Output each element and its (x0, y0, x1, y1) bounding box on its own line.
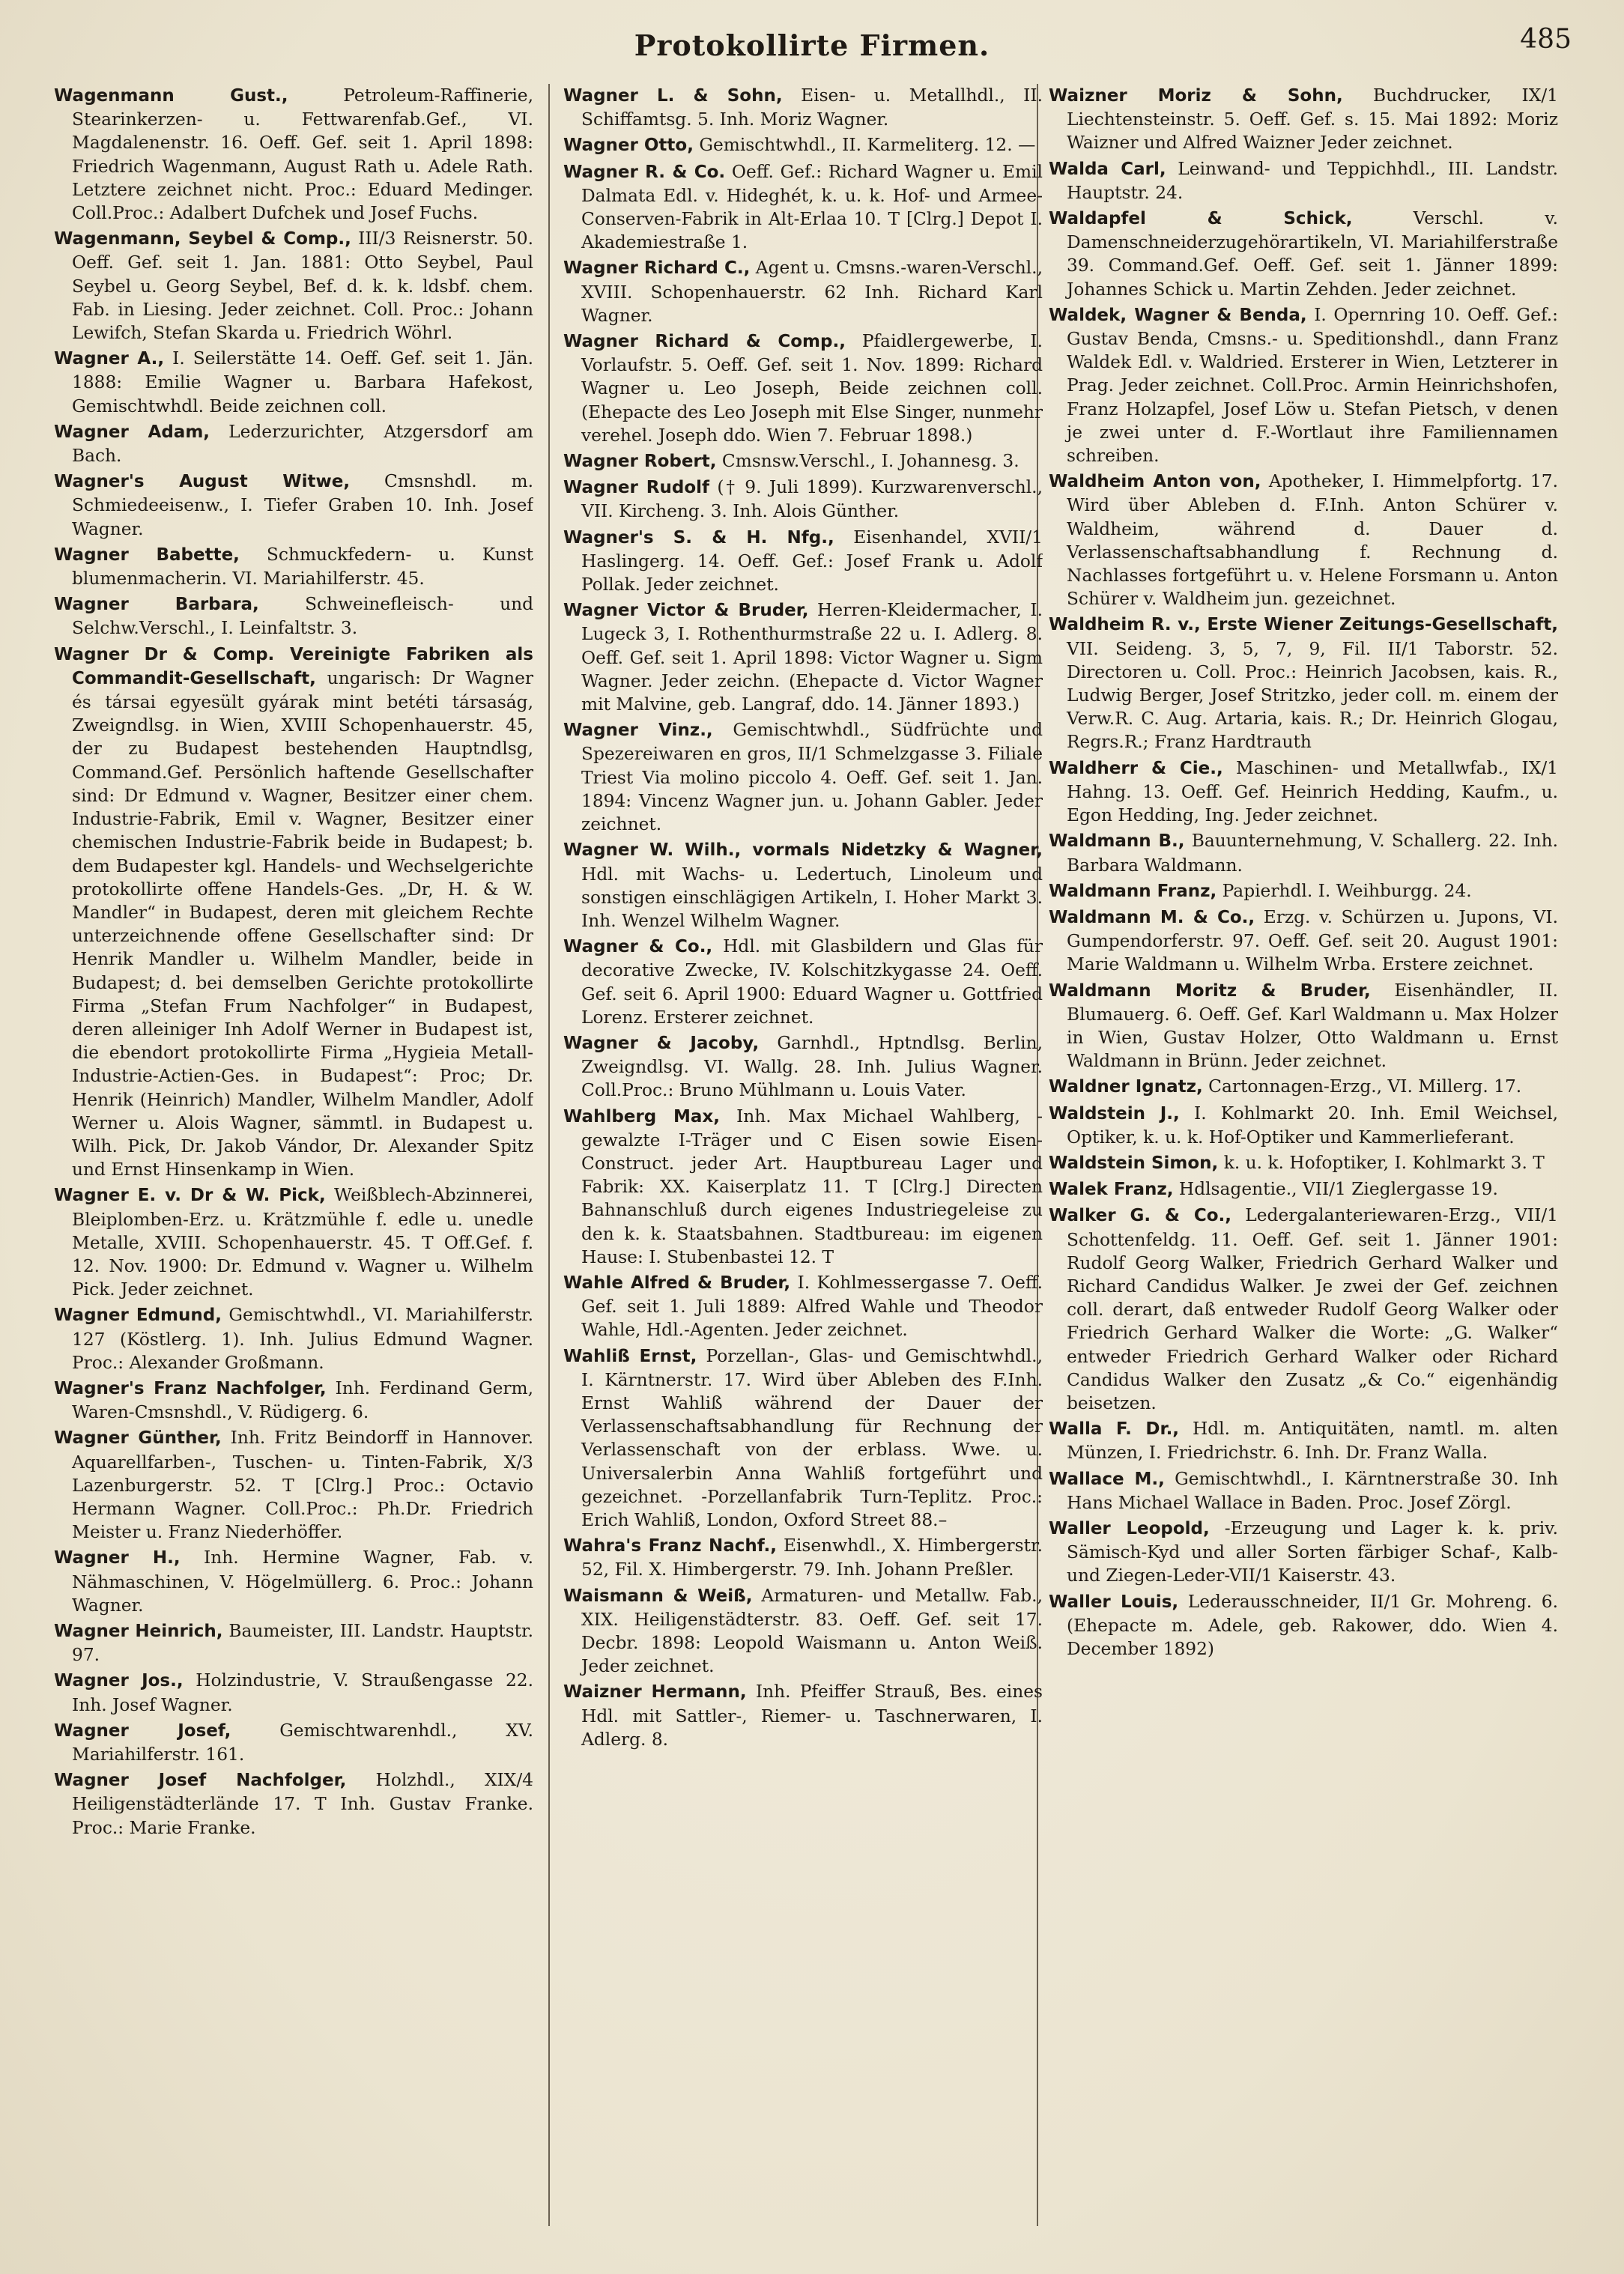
entry-details: Holzhdl., XIX/4 Heiligenstädterlände 17. T Inh. Gustav Franke. Proc.: Marie Franke. (72, 1770, 533, 1838)
firm-name: Waldherr & Cie., (1049, 758, 1223, 778)
entry-details: Hdlsagentie., VII/1 Zieglergasse 19. (1173, 1179, 1498, 1200)
entry-details: Petroleum-Raffinerie, Stearinkerzen- u. Fettwarenfab.Gef., VI. Magdalenenstr. 16. Oeff. Gef. seit 1. April 1898: Friedrich Wagenmann, August Rath u. Adele Rath. Letztere zeichnet nicht. Proc.: Eduard Medinger. Coll.Proc.: Adalbert Dufchek und Josef Fuchs. (72, 85, 533, 224)
firm-name: Waller Louis, (1049, 1592, 1179, 1612)
directory-entry (1049, 157, 1558, 204)
entry-details: Eisenwhdl., X. Himbergerstr. 52, Fil. X. Himbergerstr. 79. Inh. Johann Preßler. (581, 1535, 1043, 1580)
directory-entry (563, 1680, 1043, 1751)
directory-entry (1049, 829, 1558, 876)
firm-name: Waldmann Moritz & Bruder, (1049, 980, 1371, 1001)
directory-entry (54, 1377, 533, 1424)
firm-name: Walek Franz, (1049, 1180, 1174, 1200)
directory-entry (563, 1105, 1043, 1269)
directory-entry (54, 543, 533, 590)
directory-entry (563, 598, 1043, 716)
entry-details: k. u. k. Hofoptiker, I. Kohlmarkt 3. T (1218, 1152, 1545, 1173)
directory-entry (563, 256, 1043, 327)
firm-name: Wagner Josef Nachfolger, (54, 1771, 347, 1791)
entry-details: Gemischtwhdl., VI. Mariahilferstr. 127 (Köstlerg. 1). Inh. Julius Edmund Wagner. Proc.: Alexander Großmann. (72, 1305, 533, 1373)
directory-entry (1049, 613, 1558, 754)
firm-name: Wagner Babette, (54, 545, 240, 565)
directory-entry (54, 1546, 533, 1617)
entry-details: -Erzeugung und Lager k. k. priv. Sämisch-Kyd und aller Sorten färbiger Schaf-, Kalb- und Ziegen-Leder-VII/1 Kaiserstr. 43. (1067, 1517, 1558, 1586)
entry-details: Gemischtwhdl., II. Karmeliterg. 12. — (693, 135, 1036, 156)
directory-entry (563, 1534, 1043, 1581)
firm-name: Waismann & Weiß, (563, 1586, 753, 1606)
directory-entry (1049, 1177, 1558, 1201)
firm-name: Wallace M., (1049, 1469, 1165, 1489)
page-number: 485 (1520, 24, 1572, 55)
entry-details: Apotheker, I. Himmelpfortg. 17. Wird über Ableben d. F.Inh. Anton Schürer v. Waldheim, während d. Dauer d. Verlassenschaftsabhandlung f. Rechnung d. Nachlasses fortgeführt u. v. Helene Forsmann u. Anton Schürer v. Waldheim jun. gezeichnet. (1067, 471, 1558, 610)
firm-name: Wagner's August Witwe, (54, 472, 351, 492)
directory-entry (54, 592, 533, 640)
directory-entry (563, 1344, 1043, 1532)
directory-entry (1049, 470, 1558, 610)
firm-name: Wagner Edmund, (54, 1306, 222, 1326)
entry-details: I. Kohlmessergasse 7. Oeff. Gef. seit 1. Juli 1889: Alfred Wahle und Theodor Wahle, Hdl.-Agenten. Jeder zeichnet. (581, 1272, 1043, 1341)
entry-details: Gemischtwhdl., I. Kärntnerstraße 30. Inh Hans Michael Wallace in Baden. Proc. Josef Zörgl. (1067, 1468, 1558, 1513)
entry-details: Leinwand- und Teppichhdl., III. Landstr. Hauptstr. 24. (1067, 158, 1558, 203)
entry-details: Eisenhändler, II. Blumauerg. 6. Oeff. Gef. Karl Waldmann u. Max Holzer in Wien, Gustav Holzer, Otto Waldmann u. Ernst Waldmann in Brünn. Jeder zeichnet. (1067, 980, 1558, 1072)
directory-entry (563, 84, 1043, 131)
firm-name: Wagner's S. & H. Nfg., (563, 527, 834, 548)
entry-details: Porzellan-, Glas- und Gemischtwhdl., I. Kärntnerstr. 17. Wird über Ableben des F.Inh. Ernst Wahliß während der Dauer der Verlassenschaftsabhandlung für Rechnung der Verlassenschaft von der erblass. Wwe. u. Universalerbin Anna Wahliß fortgeführt und gezeichnet. -Porzellanfabrik Turn-Teplitz. Proc.: Erich Wahliß, London, Oxford Street 88.– (581, 1345, 1043, 1530)
firm-name: Wagner & Co., (563, 937, 713, 957)
entry-details: Hdl. mit Wachs- u. Ledertuch, Linoleum und sonstigen einschlägigen Artikeln, I. Hoher Markt 3. Inh. Wenzel Wilhelm Wagner. (581, 864, 1043, 931)
directory-entry (54, 643, 533, 1182)
directory-entry (1049, 906, 1558, 977)
directory-entry (563, 526, 1043, 597)
entry-details: Agent u. Cmsns.-waren-Verschl., XVIII. Schopenhauerstr. 62 Inh. Richard Karl Wagner. (581, 258, 1043, 326)
entry-details: († 9. Juli 1899). Kurzwarenverschl., VII. Kircheng. 3. Inh. Alois Günther. (581, 477, 1043, 522)
directory-entry (54, 84, 533, 225)
entry-details: Inh. Pfeiffer Strauß, Bes. eines Hdl. mit Sattler-, Riemer- u. Taschnerwaren, I. Adlerg. 8. (581, 1682, 1043, 1750)
firm-name: Waldstein Simon, (1049, 1153, 1219, 1173)
entry-details: Papierhdl. I. Weihburgg. 24. (1217, 880, 1472, 901)
column-2 (563, 84, 1043, 2241)
directory-entry (54, 470, 533, 541)
firm-name: Wagner W. Wilh., vormals Nidetzky & Wagner, (563, 840, 1043, 861)
directory-entry (563, 1271, 1043, 1342)
entry-details: I. Kohlmarkt 20. Inh. Emil Weichsel, Optiker, k. u. k. Hof-Optiker und Kammerlieferant. (1067, 1103, 1558, 1147)
directory-entry (54, 1619, 533, 1667)
directory-entry (1049, 207, 1558, 301)
entry-details: Lederausschneider, II/1 Gr. Mohreng. 6. (Ehepacte m. Adele, geb. Rakower, ddo. Wien 4. December 1892) (1067, 1591, 1558, 1659)
entry-details: Schweinefleisch- und Selchw.Verschl., I. Leinfaltstr. 3. (72, 594, 533, 639)
entry-details: Cmsnshdl. m. Schmiedeeisenw., I. Tiefer Graben 10. Inh. Josef Wagner. (72, 471, 533, 539)
entry-details: Inh. Fritz Beindorff in Hannover. Aquarellfarben-, Tuschen- u. Tinten-Fabrik, X/3 Lazenburgerstr. 52. T [Clrg.] Proc.: Octavio Hermann Wagner. Coll.Proc.: Ph.Dr. Friedrich Meister u. Franz Niederhöffer. (72, 1428, 533, 1543)
entry-details: Cmsnsw.Verschl., I. Johannesg. 3. (716, 451, 1019, 472)
firm-name: Wagner R. & Co. (563, 162, 726, 182)
entry-details: Weißblech-Abzinnerei, Bleiplomben-Erz. u. Krätzmühle f. edle u. unedle Metalle, XVIII. Schopenhauerstr. 45. T Off.Gef. f. 12. Nov. 1900: Dr. Edmund v. Wagner u. Wilhelm Pick. Jeder zeichnet. (72, 1185, 533, 1300)
entry-details: ungarisch: Dr Wagner és társai egyesült gyárak mint betéti társaság, Zweigndlsg. in Wien, XVIII Schopenhauerstr. 45, der zu Budapest bestehenden Hauptndlsg, Command.Gef. Persönlich haftende Gesellschafter sind: Dr Edmund v. Wagner, Besitzer einer chem. Industrie-Fabrik, Emil v. Wagner, Besitzer einer chemischen Industrie-Fabrik beide in Budapest; b. dem Budapester kgl. Handels- und Wechselgerichte protokollirte offene Handels-Ges. „Dr, H. & W. Mandler“ in Budapest, deren mit gleichem Rechte unterzeichnende offene Gesellschafter sind: Dr Henrik Mandler u. Wilhelm Mandler, beide in Budapest; d. bei demselben Gerichte protokollirte Firma „Stefan Frum Nachfolger“ in Budapest, deren alleiniger Inh Adolf Werner in Budapest ist, die ebendort protokollirte Firma „Hygieia Metall-Industrie-Actien-Ges. in Budapest“: Proc; Dr. Henrik (Heinrich) Mandler, Wilhelm Mandler, Adolf Werner u. Alois Wagner, sämmtl. in Budapest u. Wilh. Pick, Dr. Jakob Vándor, Dr. Alexander Spitz und Ernst Hinsenkamp in Wien. (72, 667, 533, 1180)
firm-name: Waizner Hermann, (563, 1682, 747, 1703)
firm-name: Wagner Barbara, (54, 595, 259, 615)
directory-entry (54, 1768, 533, 1840)
entry-details: Ledergalanteriewaren-Erzg., VII/1 Schottenfeldg. 11. Oeff. Gef. seit 1. Jänner 1901: Rudolf Georg Walker, Friedrich Gerhard Walker und Richard Candidus Walker. Je zwei der Gef. zeichnen coll. derart, daß entweder Rudolf Georg Walker oder Friedrich Gerhard Walker die Worte: „G. Walker“ entweder Friedrich Gerhard Walker oder Richard Candidus Walker den Zusatz „& Co.“ eigenhändig beisetzen. (1067, 1205, 1558, 1413)
entry-details: Gemischtwarenhdl., XV. Mariahilferstr. 161. (72, 1720, 533, 1765)
entry-details: Verschl. v. Damenschneiderzugehörartikeln, VI. Mariahilferstraße 39. Command.Gef. Oeff. Gef. seit 1. Jänner 1899: Johannes Schick u. Martin Zehden. Jeder zeichnet. (1067, 208, 1558, 300)
firm-name: Waldmann M. & Co., (1049, 907, 1255, 927)
firm-name: Wagner Josef, (54, 1720, 231, 1741)
directory-entry (1049, 979, 1558, 1073)
firm-name: Walker G. & Co., (1049, 1206, 1232, 1226)
directory-entry (563, 449, 1043, 473)
directory-entry (563, 1031, 1043, 1103)
entry-details: Inh. Hermine Wagner, Fab. v. Nähmaschinen, V. Högelmüllerg. 6. Proc.: Johann Wagner. (72, 1547, 533, 1616)
firm-name: Wagenmann, Seybel & Comp., (54, 229, 351, 249)
entry-details: Oeff. Gef.: Richard Wagner u. Emil Dalmata Edl. v. Hideghét, k. u. k. Hof- und Armee-Conserven-Fabrik in Alt-Erlaa 10. T [Clrg.] Depot I. Akademiestraße 1. (581, 161, 1043, 253)
firm-name: Wagner & Jacoby, (563, 1033, 760, 1053)
entry-details: Herren-Kleidermacher, I. Lugeck 3, I. Rothenthurmstraße 22 u. I. Adlerg. 8. Oeff. Gef. seit 1. April 1898: Victor Wagner u. Sigm Wagner. Jeder zeichn. (Ehepacte d. Victor Wagner mit Malvine, geb. Langraf, ddo. 14. Jänner 1893.) (581, 600, 1043, 715)
entry-details: Bauunternehmung, V. Schallerg. 22. Inh. Barbara Waldmann. (1067, 831, 1558, 876)
entry-details: I. Seilerstätte 14. Oeff. Gef. seit 1. Jän. 1888: Emilie Wagner u. Barbara Hafekost, Gemischtwhdl. Beide zeichnen coll. (72, 348, 533, 416)
entry-details: Gemischtwhdl., Südfrüchte und Spezereiwaren en gros, II/1 Schmelzgasse 3. Filiale Triest Via molino piccolo 4. Oeff. Gef. seit 1. Jan. 1894: Vincenz Wagner jun. u. Johann Gabler. Jeder zeichnet. (581, 720, 1043, 835)
entry-details: VII. Seideng. 3, 5, 7, 9, Fil. II/1 Taborstr. 52. Directoren u. Coll. Proc.: Heinrich Jacobsen, kais. R., Ludwig Berger, Josef Stritzko, jeder coll. m. einem der Verw.R. C. Aug. Artaria, kais. R.; Dr. Heinrich Glogau, Regrs.R.; Franz Hardtrauth (1067, 638, 1558, 753)
entry-details: Eisenhandel, XVII/1 Haslingerg. 14. Oeff. Gef.: Josef Frank u. Adolf Pollak. Jeder zeichnet. (581, 527, 1043, 595)
directory-entry (563, 476, 1043, 523)
directory-entry (54, 227, 533, 345)
firm-name: Waldmann B., (1049, 831, 1185, 852)
firm-name: Waldheim R. v., Erste Wiener Zeitungs-Gesellschaft, (1049, 615, 1558, 635)
entry-details: Schmuckfedern- u. Kunst blumenmacherin. VI. Mariahilferstr. 45. (72, 544, 533, 589)
firm-name: Wagner Robert, (563, 452, 717, 472)
directory-entry (54, 1426, 533, 1544)
directory-entry (1049, 879, 1558, 903)
directory-entry (563, 160, 1043, 255)
directory-entry (563, 133, 1043, 157)
directory-entry (1049, 1102, 1558, 1149)
firm-name: Wagner L. & Sohn, (563, 86, 783, 106)
entry-details: Inh. Ferdinand Germ, Waren-Cmsnshdl., V. Rüdigerg. 6. (72, 1377, 533, 1423)
entry-details: Garnhdl., Hptndlsg. Berlin, Zweigndlsg. VI. Wallg. 28. Inh. Julius Wagner. Coll.Proc.: Bruno Mühlmann u. Louis Vater. (581, 1032, 1043, 1101)
entry-details: Lederzurichter, Atzgersdorf am Bach. (72, 421, 533, 467)
directory-entry (54, 1719, 533, 1766)
firm-name: Wagner Jos., (54, 1671, 184, 1691)
directory-entry (1049, 757, 1558, 828)
firm-name: Wahlberg Max, (563, 1106, 720, 1127)
entry-details: Maschinen- und Metallwfab., IX/1 Hahng. 13. Oeff. Gef. Heinrich Hedding, Kaufm., u. Egon Hedding, Ing. Jeder zeichnet. (1067, 757, 1558, 826)
firm-name: Wagner Victor & Bruder, (563, 601, 809, 621)
firm-name: Waldmann Franz, (1049, 881, 1217, 901)
entry-details: Holzindustrie, V. Straußengasse 22. Inh. Josef Wagner. (72, 1670, 533, 1715)
firm-name: Wagner E. v. Dr & W. Pick, (54, 1186, 326, 1206)
directory-entry (54, 347, 533, 418)
directory-entry (1049, 1517, 1558, 1588)
firm-name: Wagner Günther, (54, 1428, 222, 1449)
firm-name: Wagner Otto, (563, 136, 694, 156)
directory-entry (1049, 1467, 1558, 1515)
firm-name: Waldek, Wagner & Benda, (1049, 305, 1307, 325)
directory-entry (563, 1584, 1043, 1679)
entry-details: Armaturen- und Metallw. Fab., XIX. Heiligenstädterstr. 83. Oeff. Gef. seit 17. Decbr. 1898: Leopold Waismann u. Anton Weiß. Jeder zeichnet. (581, 1585, 1043, 1677)
firm-name: Walda Carl, (1049, 159, 1166, 179)
firm-name: Waldheim Anton von, (1049, 472, 1261, 492)
directory-entry (563, 838, 1043, 933)
directory-entry (54, 1183, 533, 1301)
directory-entry (563, 718, 1043, 836)
directory-entry (1049, 1075, 1558, 1099)
entry-details: Inh. Max Michael Wahlberg, -gewalzte I-Träger und C Eisen sowie Eisen-Construct. jeder Art. Hauptbureau Lager und Fabrik: XX. Kaiserplatz 11. T [Clrg.] Directen Bahnanschluß durch eigenes Industriegeleise zu den k. k. Staatsbahnen. Stadtbureau: im eigenen Hause: I. Stubenbastei 12. T (581, 1106, 1043, 1267)
entry-details: I. Opernring 10. Oeff. Gef.: Gustav Benda, Cmsns.- u. Speditionshdl., dann Franz Waldek Edl. v. Waldried. Ersterer in Wien, Letzterer in Prag. Jeder zeichnet. Coll.Proc. Armin Heinrichshofen, Franz Holzapfel, Josef Löw u. Stefan Pietsch, v denen je zwei unter d. F.-Wortlaut ihre Familiennamen schreiben. (1067, 304, 1558, 467)
firm-name: Wagenmann Gust., (54, 86, 288, 106)
directory-entry (54, 1303, 533, 1374)
entry-details: Eisen- u. Metallhdl., II. Schiffamtsg. 5. Inh. Moriz Wagner. (581, 85, 1043, 130)
directory-entry (1049, 303, 1558, 467)
page-header (0, 22, 1624, 67)
directory-entry (1049, 1151, 1558, 1175)
firm-name: Wagner Vinz., (563, 721, 713, 741)
firm-name: Wagner Rudolf (563, 478, 710, 498)
firm-name: Wagner A., (54, 349, 165, 369)
directory-entry (1049, 1417, 1558, 1464)
entry-details: Pfaidlergewerbe, I. Vorlaufstr. 5. Oeff. Gef. seit 1. Nov. 1899: Richard Wagner u. Leo Joseph, Beide zeichnen coll. (Ehepacte des Leo Joseph mit Else Singer, nunmehr verehel. Joseph ddo. Wien 7. Februar 1898.) (581, 331, 1043, 446)
firm-name: Wagner H., (54, 1548, 181, 1568)
firm-name: Wagner Richard C., (563, 258, 751, 279)
directory-entry (1049, 1204, 1558, 1415)
entry-details: Buchdrucker, IX/1 Liechtensteinstr. 5. Oeff. Gef. s. 15. Mai 1892: Moriz Waizner und Alfred Waizner Jeder zeichnet. (1067, 85, 1558, 154)
entry-details: III/3 Reisnerstr. 50. Oeff. Gef. seit 1. Jan. 1881: Otto Seybel, Paul Seybel u. Georg Seybel, Bef. d. k. k. ldsbf. chem. Fab. in Liesing. Jeder zeichnet. Coll. Proc.: Johann Lewifch, Stefan Skarda u. Friedrich Wöhrl. (72, 228, 533, 344)
firm-name: Wagner Dr & Comp. Vereinigte Fabriken als Commandit-Gesellschaft, (54, 644, 533, 688)
entry-details: Erzg. v. Schürzen u. Jupons, VI. Gumpendorferstr. 97. Oeff. Gef. seit 20. August 1901: Marie Waldmann u. Wilhelm Wrba. Erstere zeichnet. (1067, 906, 1558, 975)
column-divider-1 (548, 84, 550, 2226)
entry-details: Cartonnagen-Erzg., VI. Millerg. 17. (1202, 1076, 1522, 1097)
firm-name: Wahra's Franz Nachf., (563, 1536, 777, 1556)
firm-name: Waldstein J., (1049, 1103, 1180, 1124)
firm-name: Waizner Moriz & Sohn, (1049, 86, 1343, 106)
firm-name: Walla F. Dr., (1049, 1419, 1180, 1440)
firm-name: Wagner Adam, (54, 422, 210, 442)
column-3 (1049, 84, 1558, 2241)
firm-name: Wahle Alfred & Bruder, (563, 1273, 791, 1293)
entry-details: Hdl. m. Antiquitäten, namtl. m. alten Münzen, I. Friedrichstr. 6. Inh. Dr. Franz Walla. (1067, 1419, 1558, 1464)
firm-name: Wahliß Ernst, (563, 1346, 697, 1366)
firm-name: Wagner Richard & Comp., (563, 332, 846, 352)
firm-name: Waldner Ignatz, (1049, 1077, 1203, 1097)
directory-entry (563, 330, 1043, 447)
directory-entry (1049, 84, 1558, 155)
firm-name: Waller Leopold, (1049, 1518, 1210, 1538)
firm-name: Wagner's Franz Nachfolger, (54, 1378, 327, 1398)
column-1 (54, 84, 533, 2241)
page-title: Protokollirte Firmen. (634, 28, 990, 62)
directory-entry (1049, 1590, 1558, 1661)
directory-entry (54, 420, 533, 467)
firm-name: Waldapfel & Schick, (1049, 209, 1353, 229)
directory-entry (563, 935, 1043, 1029)
entry-details: Baumeister, III. Landstr. Hauptstr. 97. (72, 1621, 533, 1666)
firm-name: Wagner Heinrich, (54, 1622, 223, 1641)
directory-entry (54, 1669, 533, 1716)
entry-details: Hdl. mit Glasbildern und Glas für decorative Zwecke, IV. Kolschitzkygasse 24. Oeff. Gef. seit 6. April 1900: Eduard Wagner u. Gottfried Lorenz. Ersterer zeichnet. (581, 936, 1043, 1028)
